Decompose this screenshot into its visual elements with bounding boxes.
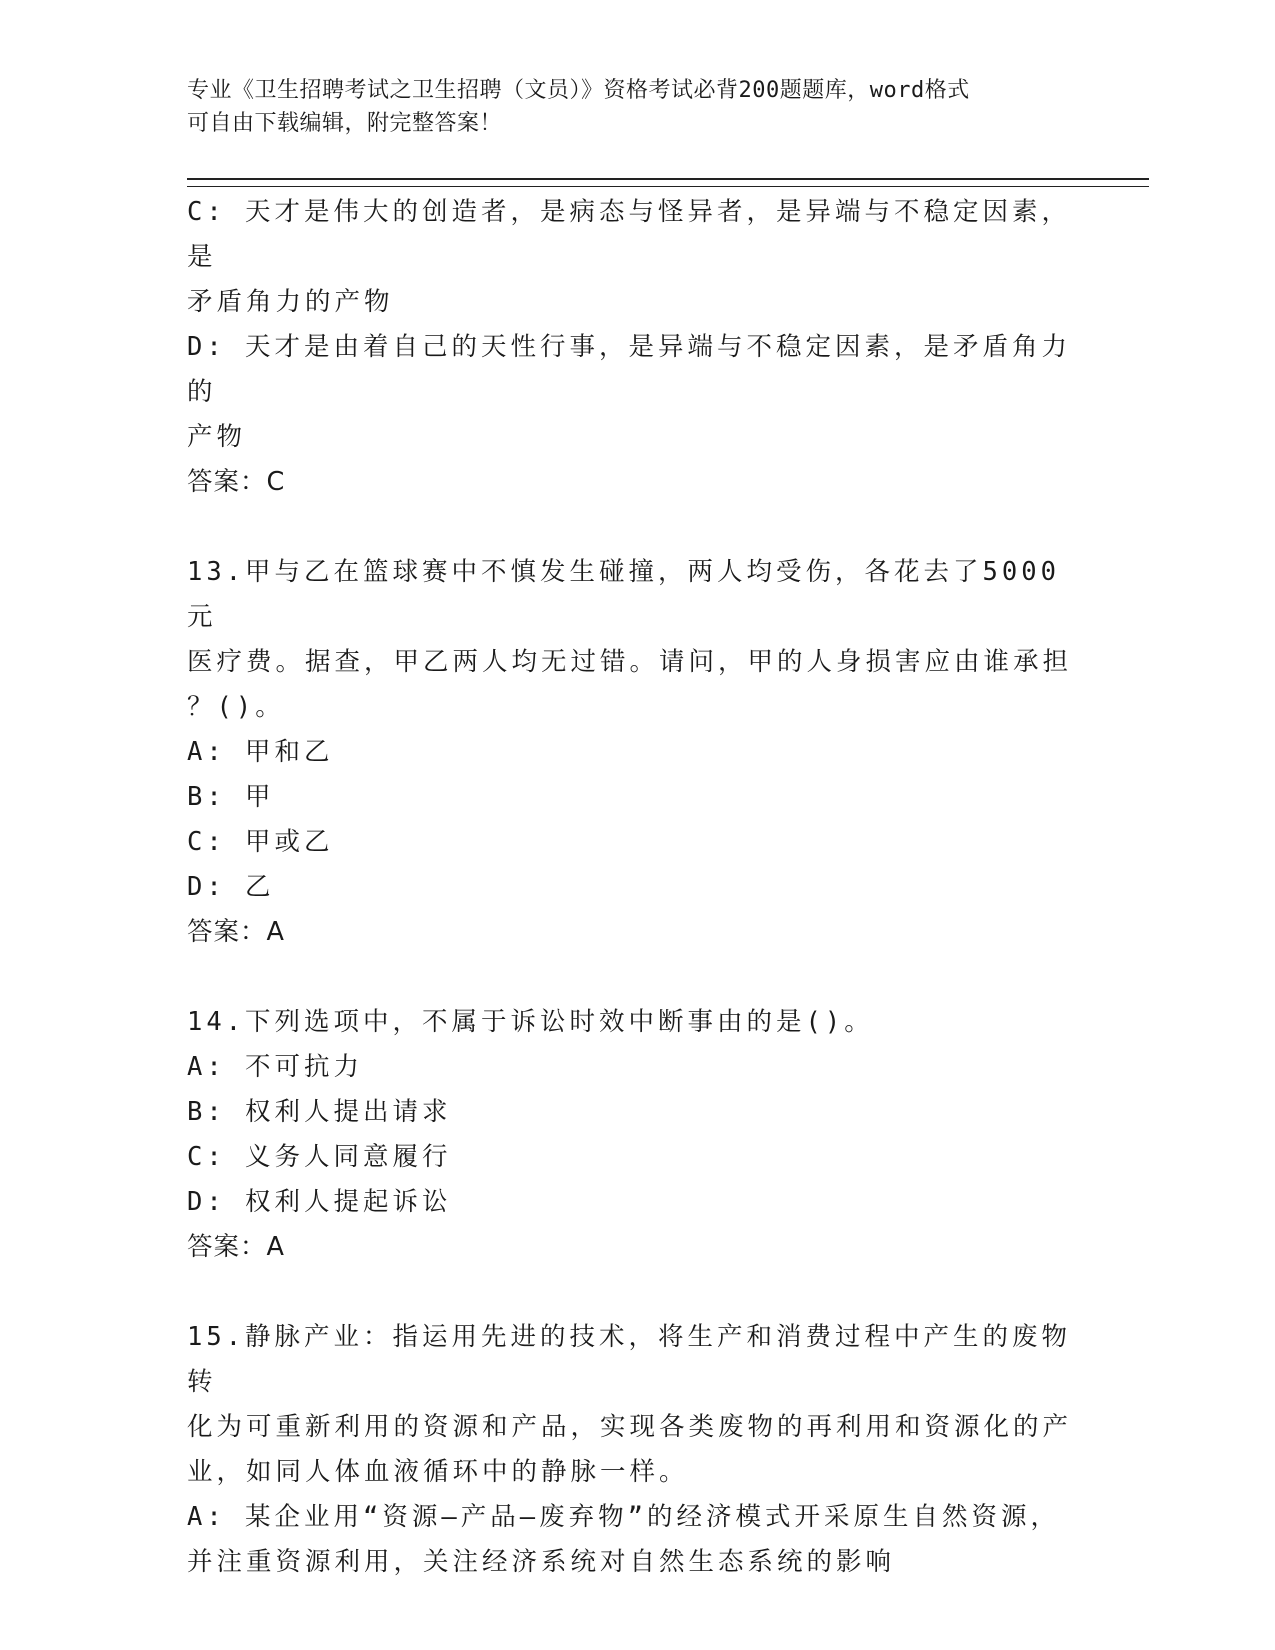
q14-option-b: B: 权利人提出请求 [187, 1097, 452, 1127]
page-header [187, 74, 1087, 140]
option-d-line-2: 产物 [187, 422, 247, 452]
q14-option-c: C: 义务人同意履行 [187, 1142, 452, 1172]
q14-option-d: D: 权利人提起诉讼 [187, 1187, 452, 1217]
q14-option-a: A: 不可抗力 [187, 1052, 364, 1082]
question-13-line-1: 13.甲与乙在篮球赛中不慎发生碰撞，两人均受伤，各花去了5000元 [187, 557, 1060, 632]
q13-option-a: A: 甲和乙 [187, 737, 334, 767]
q15-option-a-line-1: A: 某企业用“资源—产品—废弃物”的经济模式开采原生自然资源， [187, 1502, 1060, 1532]
question-15-line-3: 业，如同人体血液循环中的静脉一样。 [187, 1457, 689, 1487]
document-body [187, 190, 1087, 1585]
option-c-line-1: C: 天才是伟大的创造者，是病态与怪异者，是异端与不稳定因素，是 [187, 197, 1072, 272]
question-15-line-1: 15.静脉产业：指运用先进的技术，将生产和消费过程中产生的废物转 [187, 1322, 1072, 1397]
answer-13: 答案：A [187, 917, 285, 947]
header-line-1: 专业《卫生招聘考试之卫生招聘（文员）》资格考试必背200题题库，word格式 [187, 78, 970, 103]
question-15-line-2: 化为可重新利用的资源和产品，实现各类废物的再利用和资源化的产 [187, 1412, 1073, 1442]
header-line-2: 可自由下载编辑，附完整答案！ [187, 111, 503, 136]
q15-option-a-line-2: 并注重资源利用，关注经济系统对自然生态系统的影响 [187, 1547, 896, 1577]
header-divider [187, 178, 1149, 187]
q13-option-c: C: 甲或乙 [187, 827, 334, 857]
answer-12: 答案：C [187, 467, 286, 497]
question-13-line-3: ？()。 [187, 692, 285, 722]
q13-option-b: B: 甲 [187, 782, 275, 812]
option-d-line-1: D: 天才是由着自己的天性行事，是异端与不稳定因素，是矛盾角力的 [187, 332, 1072, 407]
q13-option-d: D: 乙 [187, 872, 275, 902]
option-c-line-2: 矛盾角力的产物 [187, 287, 394, 317]
answer-14: 答案：A [187, 1232, 285, 1262]
question-14-line-1: 14.下列选项中，不属于诉讼时效中断事由的是()。 [187, 1007, 874, 1037]
question-13-line-2: 医疗费。据查，甲乙两人均无过错。请问，甲的人身损害应由谁承担 [187, 647, 1073, 677]
